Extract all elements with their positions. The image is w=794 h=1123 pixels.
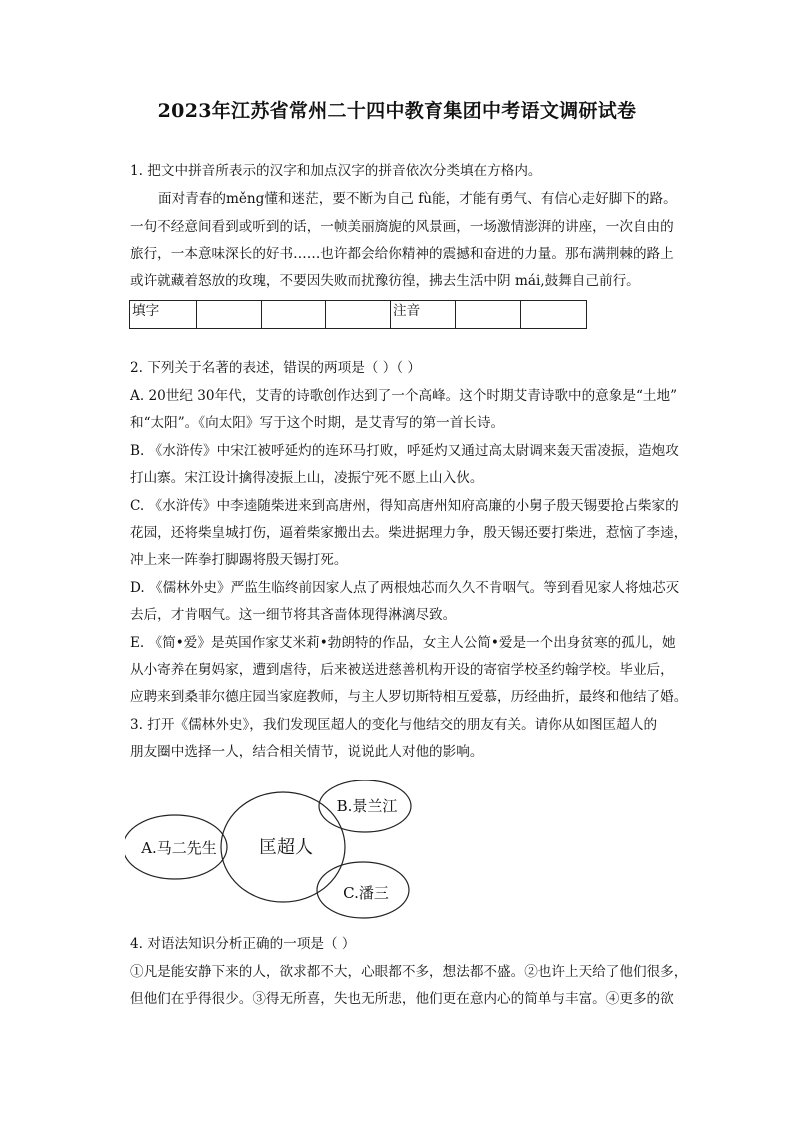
q3-stem: 3. 打开《儒林外史》，我们发现匡超人的变化与他结交的朋友有关。请你从如图匡超人的	[130, 717, 658, 733]
q2-option-line: 花园，还将柴皇城打伤，逼着柴家搬出去。柴进据理力争，殷天锡还要打柴进，惹恼了李逵，	[130, 525, 688, 541]
q1-para-line: 旅行，一本意味深长的好书……也许都会给你精神的震撼和奋进的力量。那布满荆棘的路上	[130, 246, 674, 262]
q4-stem: 4. 对语法知识分析正确的一项是（ ）	[130, 936, 356, 952]
answer-cell[interactable]	[521, 301, 587, 329]
q1-stem: 1. 把文中拼音所表示的汉字和加点汉字的拼音依次分类填在方格内。	[130, 163, 542, 179]
q2-option-line: 从小寄养在舅妈家，遭到虐待，后来被送进慈善机构开设的寄宿学校圣约翰学校。毕业后，	[130, 662, 674, 678]
q2-option-line: A. 20世纪 30年代，艾青的诗歌创作达到了一个高峰。这个时期艾青诗歌中的意象是“土地”	[130, 388, 678, 404]
q4-text-line: 但他们在乎得很少。③得无所喜，失也无所悲，他们更在意内心的简单与丰富。④更多的欲	[130, 991, 674, 1007]
q2-option-line: D. 《儒林外史》严监生临终前因家人点了两根烛芯而久久不肯咽气。等到看见家人将烛芯灭	[130, 580, 680, 596]
answer-cell[interactable]	[456, 301, 521, 329]
friend-circle-diagram	[125, 780, 425, 920]
q1-para-line: 一句不经意间看到或听到的话，一帧美丽旖旎的风景画，一场激情澎湃的讲座，一次自由的	[130, 219, 674, 235]
fill-label: 填字	[130, 301, 197, 329]
pinyin-label: 注音	[391, 301, 456, 329]
q2-option-line: 和“太阳”。《向太阳》写于这个时期，是艾青写的第一首长诗。	[130, 415, 505, 431]
q2-option-line: E. 《简•爱》是英国作家艾米莉•勃朗特的作品，女主人公简•爱是一个出身贫寒的孤儿，她	[130, 635, 676, 651]
q2-stem: 2. 下列关于名著的表述，错误的两项是（ ）（ ）	[130, 360, 422, 376]
q4-text-line: ①凡是能安静下来的人，欲求都不大，心眼都不多，想法都不盛。②也许上天给了他们很多，	[130, 964, 688, 980]
answer-cell[interactable]	[197, 301, 262, 329]
center-label: 匡超人	[259, 837, 313, 858]
q3-stem-line: 朋友圈中选择一人，结合相关情节，说说此人对他的影响。	[130, 744, 484, 760]
q2-option-line: 打山寨。宋江设计擒得凌振上山，凌振宁死不愿上山入伙。	[130, 470, 484, 486]
answer-grid	[129, 300, 587, 329]
friend-a-label: A.马二先生	[141, 839, 217, 857]
q2-option-line: C. 《水浒传》中李逵随柴进来到高唐州，得知高唐州知府高廉的小舅子殷天锡要抢占柴家的	[130, 498, 679, 514]
q2-option-line: B. 《水浒传》中宋江被呼延灼的连环马打败，呼延灼又通过高太尉调来轰天雷凌振，造炮攻	[130, 443, 679, 459]
page-title: 2023年江苏省常州二十四中教育集团中考语文调研试卷	[157, 100, 637, 122]
q2-option-line: 冲上来一阵拳打脚踢将殷天锡打死。	[130, 552, 348, 568]
q1-para-line: 面对青春的měng懂和迷茫，要不断为自己 fù能，才能有勇气、有信心走好脚下的路。	[158, 191, 677, 207]
friend-b-label: B.景兰江	[336, 797, 398, 815]
answer-cell[interactable]	[326, 301, 391, 329]
answer-cell[interactable]	[262, 301, 326, 329]
friend-c-label: C.潘三	[343, 884, 389, 902]
q2-option-line: 应聘来到桑菲尔德庄园当家庭教师，与主人罗切斯特相互爱慕，历经曲折，最终和他结了婚。	[130, 689, 688, 705]
q1-para-line: 或许就藏着怒放的玫瑰，不要因失败而扰豫彷徨，拂去生活中阴 mái,鼓舞自己前行。	[130, 273, 640, 289]
q2-option-line: 去后，才肯咽气。这一细节将其吝啬体现得淋漓尽致。	[130, 607, 457, 623]
